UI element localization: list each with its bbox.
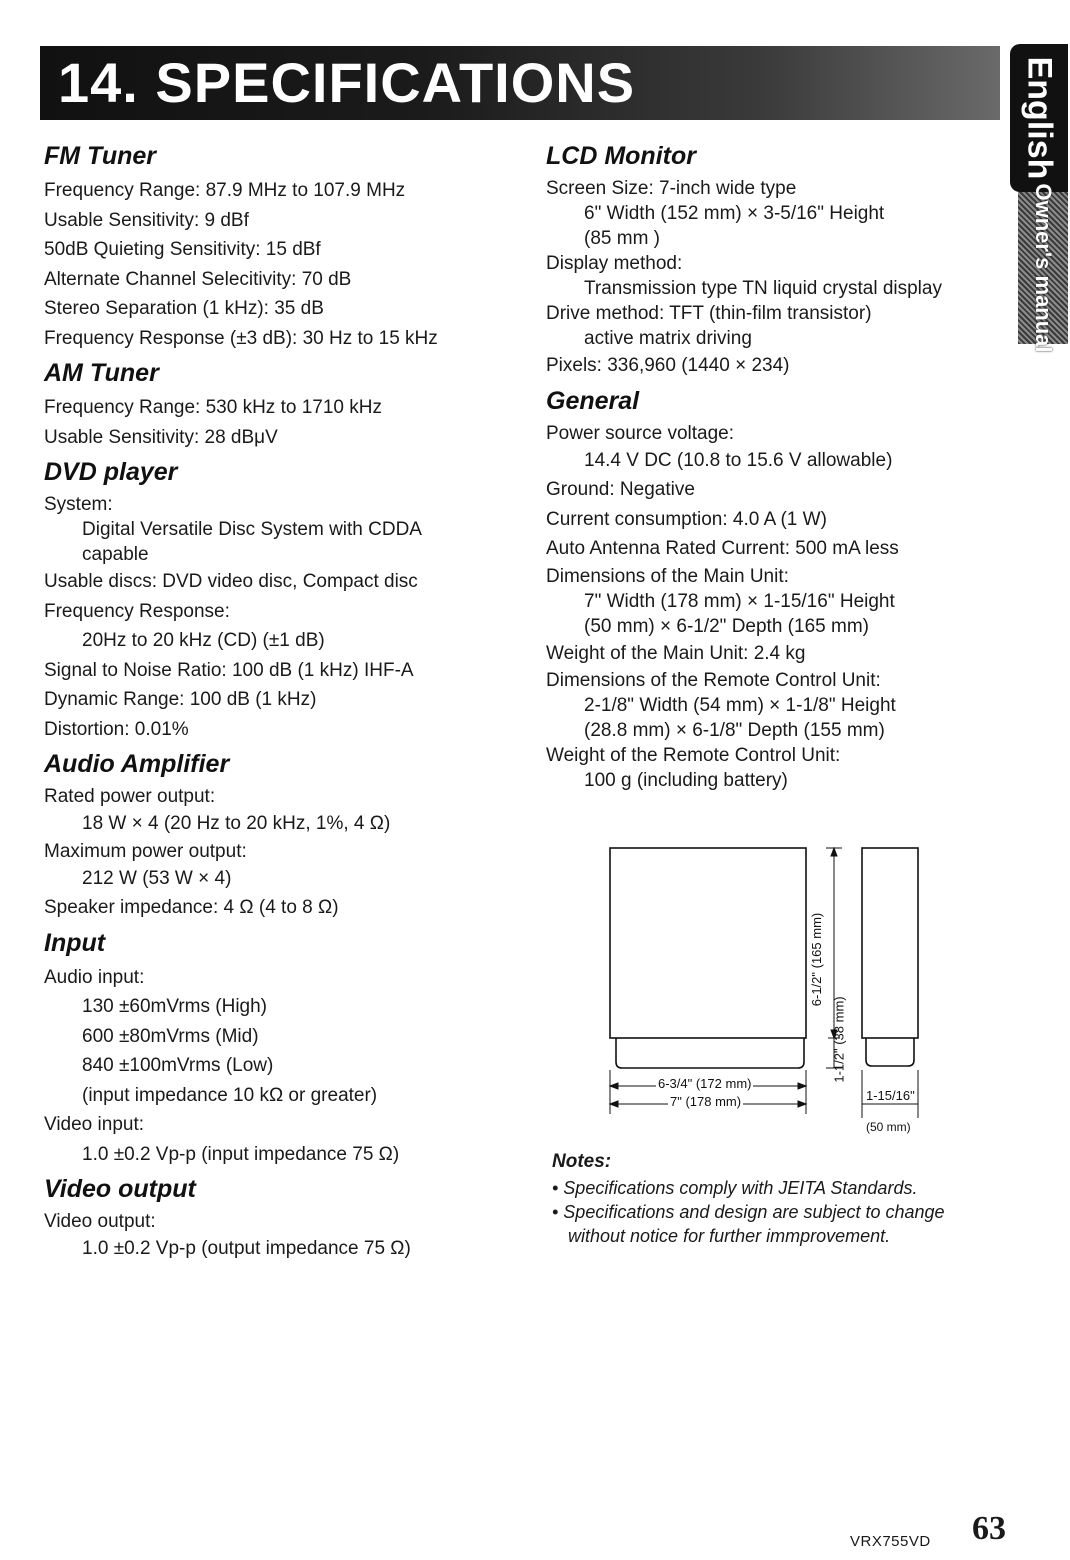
section-banner [40,46,1000,120]
spec-line: Speaker impedance: 4 Ω (4 to 8 Ω) [44,897,339,918]
spec-label: Rated power output: [44,786,216,807]
dvd-player-section [44,454,504,744]
spec-label: Audio input: [44,966,145,988]
spec-value: Transmission type TN liquid crystal display [584,278,942,299]
video-output-section [44,1171,504,1264]
page-title: 14. SPECIFICATIONS [58,51,636,114]
note-item: • Specifications and design are subject to change [552,1202,945,1222]
spec-line: Alternate Channel Selecitivity: 70 dB [44,268,352,290]
general-section [546,383,996,794]
spec-line: Usable Sensitivity: 28 dBμV [44,426,278,448]
spec-value: 1.0 ±0.2 Vp-p (input impedance 75 Ω) [82,1143,400,1165]
section-heading: Video output [44,1175,196,1203]
spec-value: 2-1/8" Width (54 mm) × 1-1/8" Height [584,695,896,716]
spec-value: (85 mm ) [584,228,660,249]
page-number: 63 [972,1510,1006,1547]
section-heading: LCD Monitor [546,142,696,170]
section-heading: General [546,386,640,415]
spec-label: Power source voltage: [546,422,734,444]
manual-tab [1018,183,1068,353]
spec-label: Dimensions of the Main Unit: [546,565,789,587]
note-item-continued: without notice for further immprovement. [568,1226,891,1246]
spec-value: 100 g (including battery) [584,770,788,791]
spec-label: System: [44,494,113,515]
spec-line: Screen Size: 7-inch wide type [546,178,797,199]
lcd-monitor-section [546,138,996,381]
spec-label: Frequency Response: [44,600,230,622]
spec-label: Weight of the Remote Control Unit: [546,745,841,766]
fm-tuner-section [44,138,504,353]
am-tuner-section [44,355,504,452]
spec-line: Pixels: 336,960 (1440 × 234) [546,355,790,376]
model-number: VRX755VD [850,1533,931,1550]
left-column [44,138,504,1266]
right-column [546,138,996,795]
audio-amplifier-section [44,746,504,923]
notes-title: Notes: [552,1151,612,1172]
spec-label: Video input: [44,1114,145,1135]
side-body-outline [862,848,918,1038]
spec-value: 212 W (53 W × 4) [82,867,232,889]
spec-label: Video output: [44,1211,156,1232]
section-heading: DVD player [44,458,178,486]
spec-value: 14.4 V DC (10.8 to 15.6 V allowable) [584,449,893,471]
spec-line: Current consumption: 4.0 A (1 W) [546,508,827,530]
language-tab [1010,44,1068,192]
height-label: 1-15/16" [866,1088,915,1103]
spec-line: Frequency Response (±3 dB): 30 Hz to 15 kHz [44,327,438,349]
lip-depth-label: 1-1/2" (38 mm) [831,996,847,1083]
inner-width-label: 6-3/4" (172 mm) [658,1076,752,1091]
spec-line: Signal to Noise Ratio: 100 dB (1 kHz) IHF-A [44,659,414,681]
section-heading: FM Tuner [44,142,157,170]
spec-value: 840 ±100mVrms (Low) [82,1055,274,1076]
section-heading: Input [44,928,106,957]
notes-block [552,1148,1002,1248]
spec-line: Auto Antenna Rated Current: 500 mA less [546,538,899,559]
spec-value: (28.8 mm) × 6-1/8" Depth (155 mm) [584,720,885,741]
spec-value: active matrix driving [584,328,752,349]
dimension-diagram [598,842,938,1142]
section-heading: Audio Amplifier [44,750,230,778]
spec-line: 50dB Quieting Sensitivity: 15 dBf [44,239,321,260]
section-heading: AM Tuner [44,359,159,387]
spec-line: Usable discs: DVD video disc, Compact disc [44,571,418,592]
height-mm-label: (50 mm) [866,1120,911,1134]
spec-label: Dimensions of the Remote Control Unit: [546,670,881,691]
main-body-outline [610,848,806,1038]
spec-line: Dynamic Range: 100 dB (1 kHz) [44,689,317,710]
spec-value: 1.0 ±0.2 Vp-p (output impedance 75 Ω) [82,1238,411,1259]
spec-label: Drive method: TFT (thin-film transistor) [546,303,872,324]
spec-value: 20Hz to 20 kHz (CD) (±1 dB) [82,630,325,651]
note-item: • Specifications comply with JEITA Standards. [552,1178,918,1198]
input-section [44,925,504,1170]
language-label: English [1020,56,1059,180]
spec-line: Stereo Separation (1 kHz): 35 dB [44,298,324,319]
spec-label: Maximum power output: [44,840,247,862]
spec-value: 6" Width (152 mm) × 3-5/16" Height [584,203,885,224]
spec-value: 7" Width (178 mm) × 1-15/16" Height [584,590,895,612]
spec-line: Weight of the Main Unit: 2.4 kg [546,642,806,664]
manual-label: Owner's manual [1031,183,1056,353]
spec-label: Display method: [546,253,683,274]
spec-line: Frequency Range: 530 kHz to 1710 kHz [44,397,382,418]
spec-value: capable [82,544,149,565]
spec-value: Digital Versatile Disc System with CDDA [82,519,422,540]
spec-value: (50 mm) × 6-1/2" Depth (165 mm) [584,615,869,637]
spec-value: 18 W × 4 (20 Hz to 20 kHz, 1%, 4 Ω) [82,813,391,834]
spec-value: 130 ±60mVrms (High) [82,996,267,1017]
front-lip-outline [616,1038,804,1068]
spec-value: (input impedance 10 kΩ or greater) [82,1084,378,1106]
depth-label: 6-1/2" (165 mm) [809,912,825,1007]
spec-value: 600 ±80mVrms (Mid) [82,1025,259,1047]
spec-line: Distortion: 0.01% [44,718,189,740]
spec-line: Ground: Negative [546,479,695,500]
outer-width-label: 7" (178 mm) [670,1094,742,1109]
spec-line: Frequency Range: 87.9 MHz to 107.9 MHz [44,180,406,201]
spec-line: Usable Sensitivity: 9 dBf [44,209,249,231]
side-lip-outline [866,1038,914,1066]
